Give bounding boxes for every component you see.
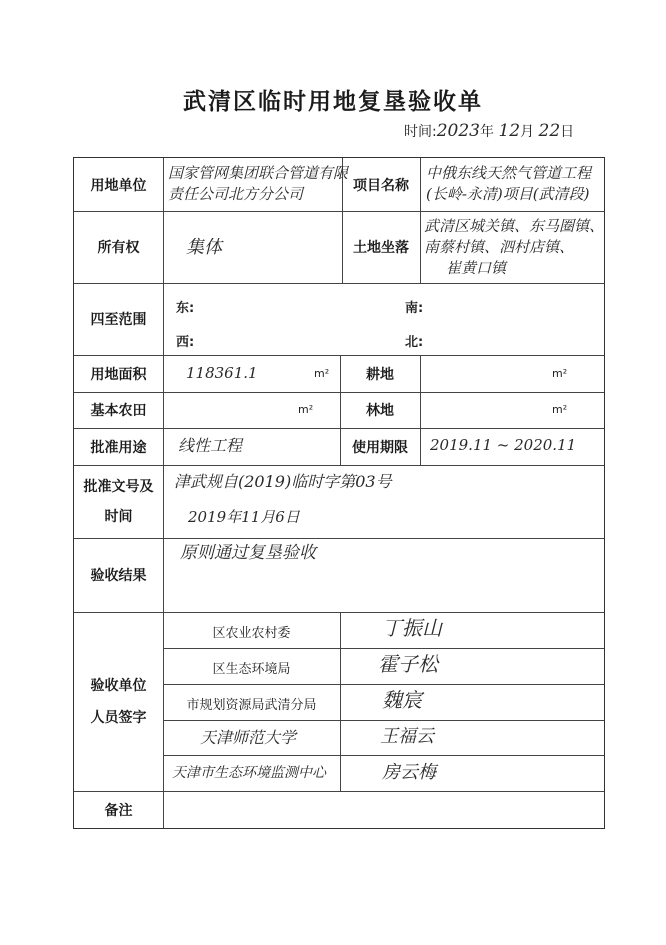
approval-no-label [74, 465, 163, 538]
signature-org-3: 市规划资源局武清分局 [186, 698, 317, 713]
date-label: 时间: [404, 124, 437, 140]
date-month-unit: 月 [520, 124, 535, 140]
land-area-unit: m² [314, 367, 330, 380]
approval-no-label-line2: 时间 [104, 508, 133, 525]
forest-label: 林地 [366, 403, 394, 419]
acceptance-label-line2: 人员签字 [90, 709, 147, 726]
basic-farmland-label: 基本农田 [90, 403, 147, 419]
column-divider [163, 158, 164, 828]
land-area-label: 用地面积 [90, 366, 147, 383]
date-year: 2023 [436, 121, 480, 141]
boundary-north-label: 北: [405, 335, 424, 350]
signature-signer-1: 丁振山 [382, 616, 442, 640]
signature-signer-2: 霍子松 [378, 652, 438, 676]
land-area-value: 118361.1 [186, 364, 258, 382]
location-label: 土地坐落 [353, 240, 409, 256]
project-name-value-line1: 中俄东线天然气管道工程 [426, 164, 592, 182]
location-value-line2: 南蔡村镇、泗村店镇、 [424, 238, 575, 256]
approval-no-value: 津武规自(2019)临时字第03号 [174, 472, 392, 491]
row-divider [163, 720, 604, 721]
land-unit-label: 用地单位 [90, 177, 147, 194]
location-value-line3: 崔黄口镇 [446, 259, 507, 277]
signature-signer-4: 王福云 [380, 726, 434, 747]
date-day: 22 [538, 121, 561, 141]
land-unit-value-line2: 责任公司北方分公司 [168, 185, 304, 203]
acceptance-label [74, 612, 163, 791]
use-period-label: 使用期限 [352, 439, 408, 456]
boundary-west-label: 西: [176, 335, 195, 350]
boundary-south-label: 南: [405, 301, 424, 316]
column-divider [340, 612, 341, 791]
ownership-value: 集体 [186, 237, 222, 258]
row-divider [163, 648, 604, 649]
result-value: 原则通过复垦验收 [180, 543, 316, 563]
date-year-unit: 年 [479, 124, 494, 140]
cultivated-unit: m² [552, 367, 568, 380]
signature-org-5: 天津市生态环境监测中心 [172, 765, 326, 781]
signature-signer-3: 魏宸 [382, 688, 422, 712]
date-row [404, 121, 574, 141]
page-title: 武清区临时用地复垦验收单 [183, 89, 483, 115]
signature-org-1: 区农业农村委 [212, 626, 291, 641]
column-divider [420, 158, 421, 283]
project-name-label: 项目名称 [353, 177, 409, 194]
approval-no-label-line1: 批准文号及 [83, 478, 154, 495]
cultivated-label: 耕地 [366, 366, 394, 383]
basic-farmland-unit: m² [298, 403, 314, 416]
use-period-value: 2019.11 ~ 2020.11 [430, 436, 577, 454]
column-divider [420, 355, 421, 465]
remarks-label: 备注 [104, 802, 133, 819]
row-divider [163, 755, 604, 756]
approved-use-value: 线性工程 [178, 436, 243, 455]
location-value-line1: 武清区城关镇、东马圈镇、 [424, 217, 605, 235]
ownership-label: 所有权 [97, 240, 140, 256]
boundary-label: 四至范围 [90, 312, 147, 328]
signature-org-4: 天津师范大学 [200, 728, 297, 747]
date-month: 12 [498, 121, 521, 141]
acceptance-label-line1: 验收单位 [90, 677, 147, 694]
row-divider [163, 684, 604, 685]
boundary-east-label: 东: [176, 301, 195, 316]
result-label: 验收结果 [90, 568, 147, 584]
signature-signer-5: 房云梅 [382, 762, 436, 783]
approved-use-label: 批准用途 [90, 439, 147, 456]
approval-date-value: 2019年11月6日 [188, 508, 300, 526]
acceptance-form-table [73, 157, 605, 829]
project-name-value-line2: (长岭-永清)项目(武清段) [426, 185, 590, 203]
signature-org-2: 区生态环境局 [212, 662, 291, 677]
land-unit-value-line1: 国家管网集团联合管道有限 [168, 164, 349, 182]
date-day-unit: 日 [560, 124, 575, 140]
forest-unit: m² [552, 403, 568, 416]
